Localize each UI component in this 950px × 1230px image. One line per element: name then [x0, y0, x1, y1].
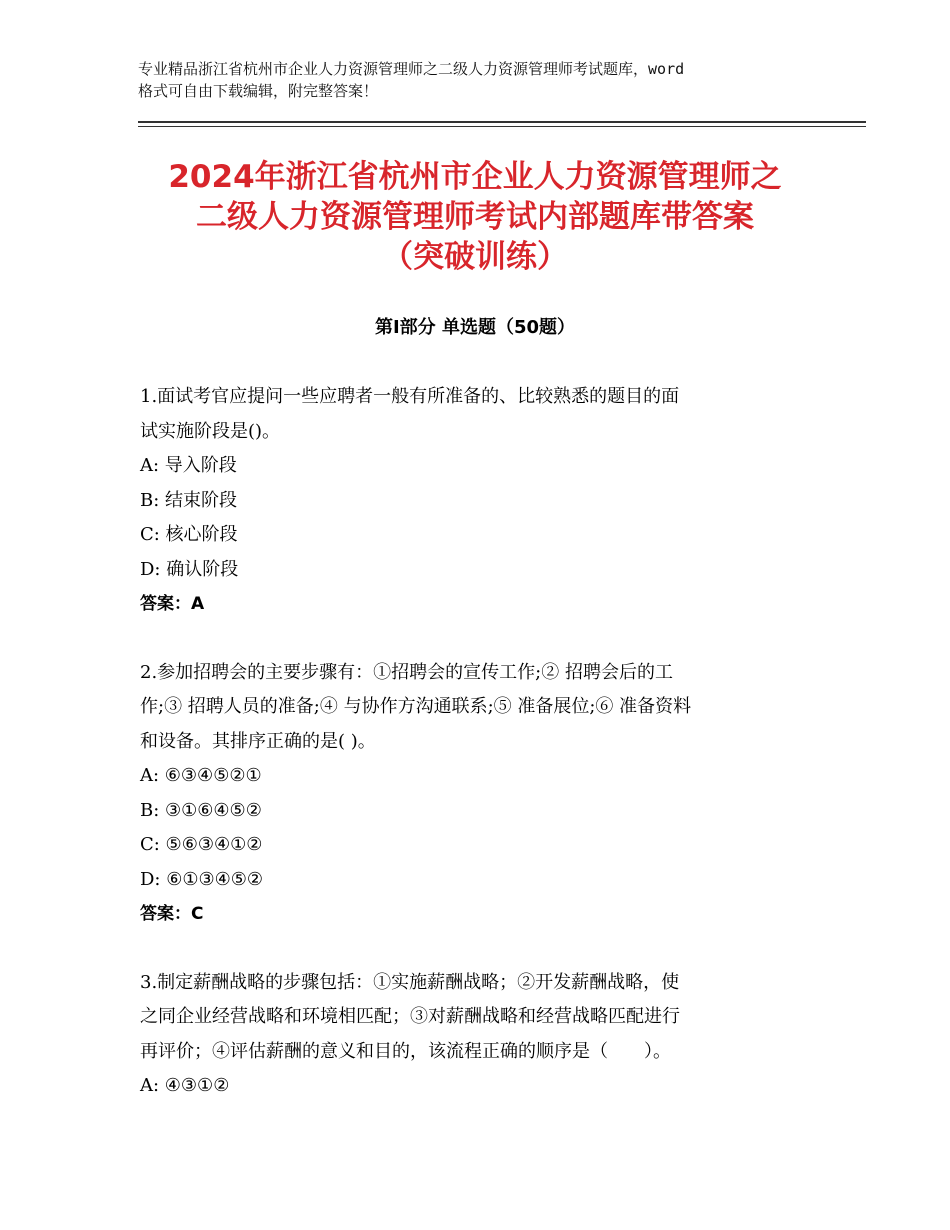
question-3	[140, 966, 815, 1104]
answer-line: 答案：C	[140, 904, 204, 924]
option-c: C: ⑤⑥③④①②	[140, 834, 263, 855]
header-divider-thin	[138, 126, 866, 127]
option-b: B: ③①⑥④⑤②	[140, 799, 262, 821]
header-divider-thick	[138, 121, 866, 123]
option-a: A: ⑥③④⑤②①	[140, 765, 262, 786]
question-stem-line: 试实施阶段是()。	[140, 420, 281, 442]
question-stem-line: 再评价；④评估薪酬的意义和目的，该流程正确的顺序是（ ）。	[140, 1040, 671, 1062]
header-note-line-1: 专业精品浙江省杭州市企业人力资源管理师之二级人力资源管理师考试题库，word	[138, 60, 685, 78]
question-spacer	[140, 932, 815, 966]
section-heading: 第Ⅰ部分 单选题（50题）	[374, 317, 575, 338]
question-2	[140, 656, 815, 932]
question-stem-line: 和设备。其排序正确的是( )。	[140, 730, 376, 752]
question-spacer	[140, 622, 815, 656]
answer-line: 答案：A	[140, 594, 205, 614]
option-a: A: ④③①②	[140, 1075, 230, 1096]
question-stem	[140, 966, 815, 1070]
question-stem-line: 1.面试考官应提问一些应聘者一般有所准备的、比较熟悉的题目的面	[140, 386, 680, 407]
header-note-line-2: 格式可自由下载编辑，附完整答案！	[138, 82, 379, 100]
question-stem	[140, 380, 815, 449]
option-c: C: 核心阶段	[140, 524, 238, 545]
option-d: D: 确认阶段	[140, 558, 239, 580]
question-stem-line: 作;③ 招聘人员的准备;④ 与协作方沟通联系;⑤ 准备展位;⑥ 准备资料	[140, 696, 692, 717]
question-stem-line: 之同企业经营战略和环境相匹配；③对薪酬战略和经营战略匹配进行	[140, 1006, 680, 1027]
option-d: D: ⑥①③④⑤②	[140, 868, 264, 890]
question-stem	[140, 656, 815, 760]
question-1	[140, 380, 815, 622]
title-line-1: 2024年浙江省杭州市企业人力资源管理师之	[168, 159, 782, 195]
question-list	[140, 380, 815, 1104]
title-line-2: 二级人力资源管理师考试内部题库带答案	[196, 199, 754, 235]
option-a: A: 导入阶段	[140, 455, 237, 476]
question-stem-line: 3.制定薪酬战略的步骤包括：①实施薪酬战略；②开发薪酬战略，使	[140, 971, 680, 993]
question-stem-line: 2.参加招聘会的主要步骤有：①招聘会的宣传工作;② 招聘会后的工	[140, 661, 673, 683]
title-line-3: （突破训练）	[382, 239, 568, 275]
document-title	[100, 157, 850, 277]
option-b: B: 结束阶段	[140, 489, 238, 511]
header-note	[138, 58, 838, 102]
